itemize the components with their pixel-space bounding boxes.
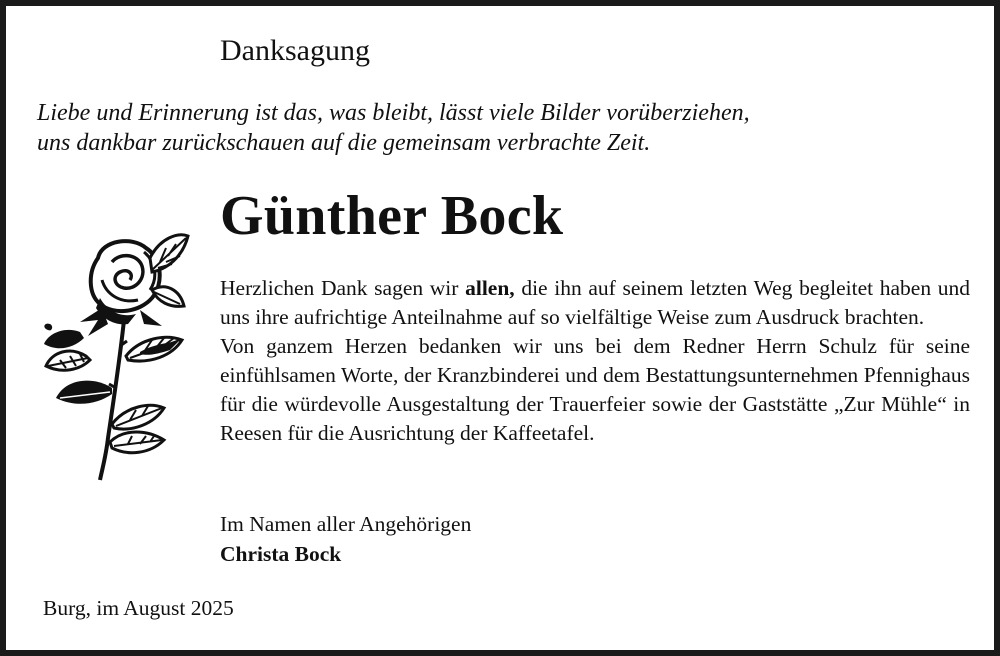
paragraph-1-after: die ihn auf seinem letzten Weg begleitet haben und uns ihre aufrichtige Anteilnahme auf so vielfältige Weise zum Ausdruck brachten. <box>220 276 970 329</box>
signature-line: Im Namen aller Angehörigen <box>220 512 472 536</box>
paragraph-1-emphasis: allen, <box>465 276 515 300</box>
paragraph-1-before: Herzlichen Dank sagen wir <box>220 276 466 300</box>
deceased-name: Günther Bock <box>220 185 564 247</box>
signature-block <box>220 509 471 569</box>
motto-line-2: uns dankbar zurückschauen auf die gemeinsam verbrachte Zeit. <box>37 130 651 156</box>
rose-illustration <box>40 228 190 484</box>
signer-name: Christa Bock <box>220 542 342 566</box>
motto-verse <box>37 98 750 158</box>
place-date: Burg, im August 2025 <box>43 596 234 620</box>
thank-you-text <box>220 274 970 448</box>
notice-heading: Danksagung <box>220 34 370 67</box>
paragraph-1 <box>220 274 970 332</box>
motto-line-1: Liebe und Erinnerung ist das, was bleibt, lässt viele Bilder vorüberziehen, <box>37 100 750 126</box>
paragraph-2: Von ganzem Herzen bedanken wir uns bei dem Redner Herrn Schulz für seine einfühlsamen Worte, der Kranzbinderei und dem Bestattungsunternehmen Pfennighaus für die würdevolle Ausgestaltung der Trauerfeier sowie der Gaststätte „Zur Mühle“ in Reesen für die Ausrichtung der Kaffeetafel. <box>220 334 970 445</box>
